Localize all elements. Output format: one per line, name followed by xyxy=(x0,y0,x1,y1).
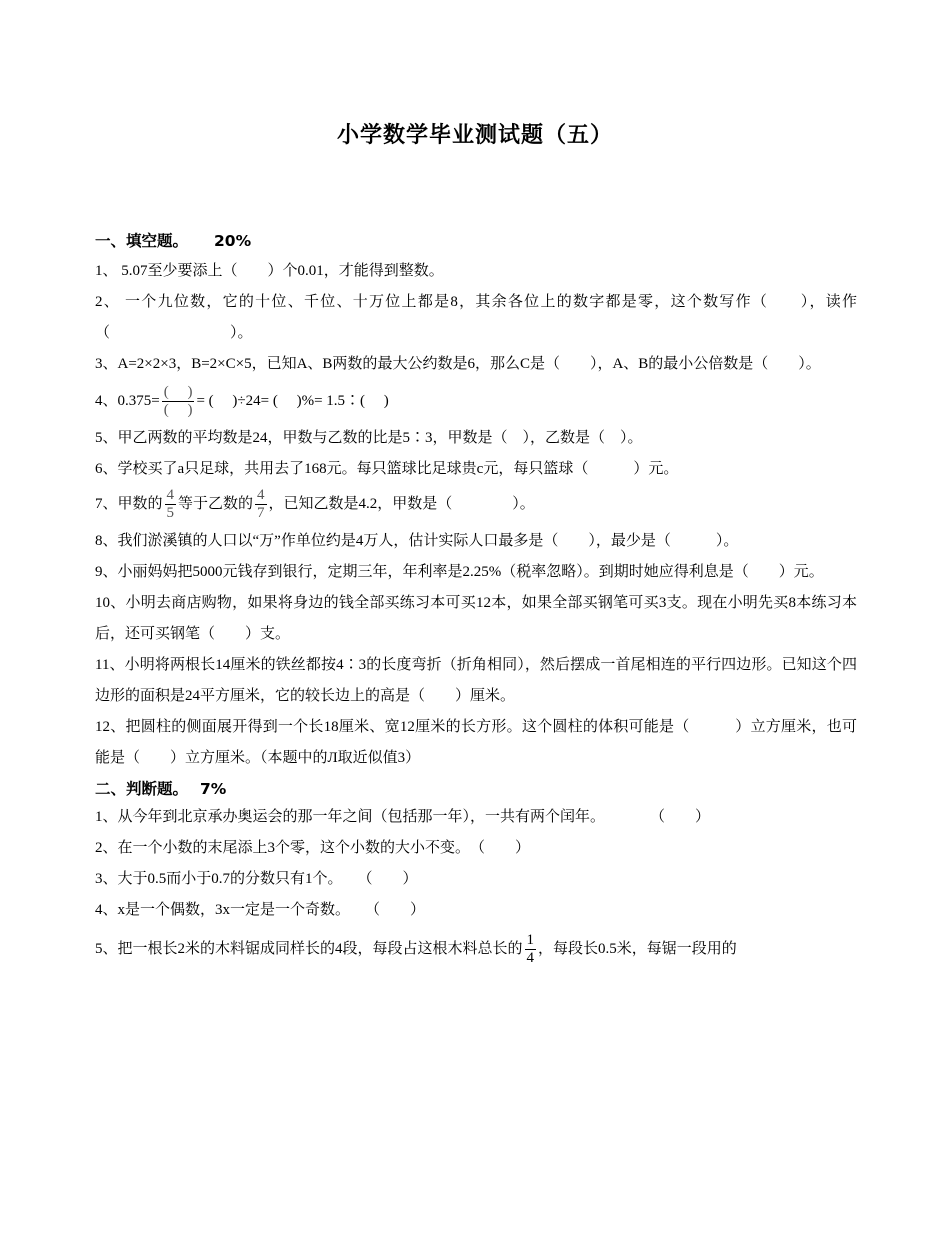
blank-fraction xyxy=(162,384,195,419)
judge-question-5 xyxy=(95,932,857,967)
fraction-numerator: 1 xyxy=(526,932,535,949)
question-4-suffix: = ( )÷24= ( )%= 1.5∶( ) xyxy=(196,393,389,409)
section-score: 20% xyxy=(214,232,252,250)
question-7-part1: 7、甲数的 xyxy=(95,496,163,513)
fraction-numerator: ( ) xyxy=(163,384,193,401)
question-4-prefix: 4、0.375= xyxy=(95,393,160,409)
fraction-denominator: 4 xyxy=(526,950,535,967)
fraction-four-fifths xyxy=(165,487,177,522)
judge-question-5-part2: ，每段长0.5米，每锯一段用的 xyxy=(538,941,737,958)
question-3: 3、A=2×2×3，B=2×C×5，已知A、B两数的最大公约数是6，那么C是（ ），A、B的最小公倍数是（ ）。 xyxy=(95,356,821,372)
section-heading-true-false xyxy=(95,776,857,802)
section-title: 二、判断题。 xyxy=(95,780,189,799)
judge-question-3: 3、大于0.5而小于0.7的分数只有1个。 （ ） xyxy=(95,871,418,888)
question-5: 5、甲乙两数的平均数是24，甲数与乙数的比是5∶3，甲数是（ ），乙数是（ ）。 xyxy=(95,430,643,447)
section-score: 7% xyxy=(200,780,227,799)
fraction-four-sevenths xyxy=(255,487,267,522)
question-10: 10、小明去商店购物，如果将身边的钱全部买练习本可买12本，如果全部买钢笔可买3支。现在小明先买8本练习本后，还可买钢笔（ ）支。 xyxy=(95,595,857,643)
fraction-denominator: 7 xyxy=(257,505,265,522)
judge-question-1: 1、从今年到北京承办奥运会的那一年之间（包括那一年），一共有两个闰年。 （ ） xyxy=(95,809,711,826)
question-7-part3: ，已知乙数是4.2，甲数是（ ）。 xyxy=(268,496,535,513)
fraction-denominator: ( ) xyxy=(163,402,193,419)
section-title: 一、填空题。 xyxy=(95,232,189,250)
question-2: 2、 一个九位数，它的十位、千位、十万位上都是8，其余各位上的数字都是零，这个数写作（ ），读作（ ）。 xyxy=(95,294,857,341)
question-11: 11、小明将两根长14厘米的铁丝都按4∶3的长度弯折（折角相同），然后摆成一首尾相连的平行四边形。已知这个四边形的面积是24平方厘米，它的较长边上的高是（ ）厘米。 xyxy=(95,657,857,705)
question-7 xyxy=(95,487,857,522)
judge-question-5-part1: 5、把一根长2米的木料锯成同样长的4段，每段占这根木料总长的 xyxy=(95,941,523,958)
judge-question-4: 4、x是一个偶数，3x一定是一个奇数。 （ ） xyxy=(95,902,426,919)
section-heading-fill-blank xyxy=(95,228,857,254)
question-1: 1、 5.07至少要添上（ ）个0.01，才能得到整数。 xyxy=(95,263,444,279)
document-body xyxy=(95,228,857,967)
fraction-one-quarter xyxy=(525,932,537,967)
question-4 xyxy=(95,384,857,419)
page-title: 小学数学毕业测试题（五） xyxy=(336,123,613,148)
fraction-denominator: 5 xyxy=(166,505,175,522)
judge-question-2: 2、在一个小数的末尾添上3个零，这个小数的大小不变。 （ ） xyxy=(95,840,531,857)
fraction-numerator: 4 xyxy=(166,487,175,504)
question-8: 8、我们淤溪镇的人口以“万”作单位约是4万人，估计实际人口最多是（ ），最少是（ ）。 xyxy=(95,533,739,550)
question-6: 6、学校买了a只足球，共用去了168元。每只篮球比足球贵c元，每只篮球（ ）元。 xyxy=(95,461,679,478)
question-9: 9、小丽妈妈把5000元钱存到银行，定期三年，年利率是2.25%（税率忽略）。到期时她应得利息是（ ）元。 xyxy=(95,564,824,581)
fraction-numerator: 4 xyxy=(257,487,265,504)
question-12: 12、把圆柱的侧面展开得到一个长18厘米、宽12厘米的长方形。这个圆柱的体积可能是（ ）立方厘米，也可能是（ ）立方厘米。（本题中的Л取近似值3） xyxy=(95,719,857,767)
question-7-part2: 等于乙数的 xyxy=(178,496,254,513)
